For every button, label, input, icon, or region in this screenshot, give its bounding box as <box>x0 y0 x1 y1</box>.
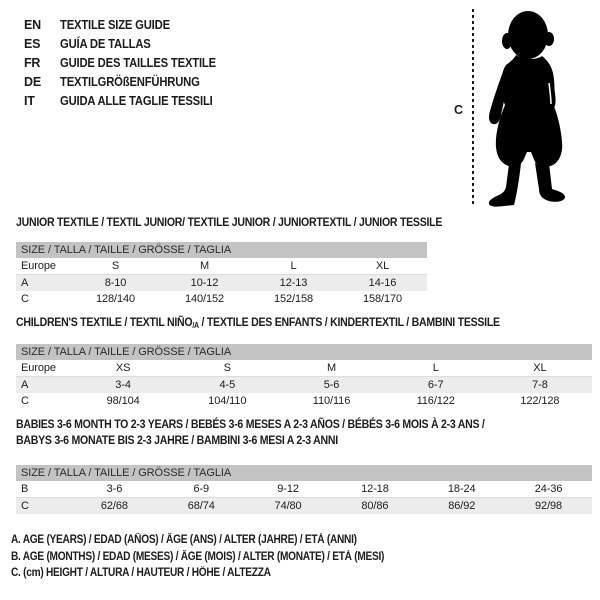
table-cell: 12-18 <box>361 483 389 495</box>
title-text: CHILDREN'S TEXTILE / TEXTIL NIÑO <box>16 315 193 329</box>
table-cell: 6-9 <box>193 483 210 495</box>
table-cell: 12-13 <box>279 277 308 289</box>
lang-row-it <box>24 92 233 111</box>
lang-title: TEXTILGRÖßENFÜHRUNG <box>60 75 200 89</box>
table-cell: 68/74 <box>187 500 215 512</box>
column-header: XL <box>375 260 390 272</box>
size-header-bar: SIZE / TALLA / TAILLE / GRÖSSE / TAGLIA <box>16 344 592 360</box>
table-cell: 6-7 <box>427 379 444 391</box>
row-label: C <box>21 293 29 305</box>
table-row-height <box>16 393 592 409</box>
lang-code: DE <box>24 75 41 89</box>
table-cell: 9-12 <box>277 483 299 495</box>
table-row-age <box>16 275 427 291</box>
table-cell: 3-4 <box>115 379 131 391</box>
row-label: A <box>21 277 29 289</box>
babies-section-title-line1: BABIES 3-6 MONTH TO 2-3 YEARS / BEBÉS 3-6 MESES A 2-3 AÑOS / BÉBÉS 3-6 MOIS À 2-3 ANS / <box>16 417 485 431</box>
column-header: S <box>223 362 231 374</box>
table-cell: 104/110 <box>208 395 247 407</box>
table-cell: 158/170 <box>362 293 403 305</box>
note-height-cm: C. (cm) HEIGHT / ALTURA / HAUTEUR / HÖHE / ALTEZZA <box>11 567 271 579</box>
note-age-months: B. AGE (MONTHS) / EDAD (MESES) / ÂGE (MOIS) / ALTER (MONATE) / ETÀ (MESI) <box>11 550 385 563</box>
table-cell: 10-12 <box>190 277 219 289</box>
junior-table <box>16 242 427 307</box>
table-cell: 92/98 <box>535 500 563 512</box>
table-cell: 86/92 <box>448 500 476 512</box>
table-cell: 122/128 <box>520 395 560 407</box>
table-cell: 80/86 <box>361 500 389 512</box>
note-age-years: A. AGE (YEARS) / EDAD (AÑOS) / ÂGE (ANS) / ALTER (JAHRE) / ETÀ (ANNI) <box>11 534 357 546</box>
table-cell: 24-36 <box>534 483 563 495</box>
size-header-bar: SIZE / TALLA / TAILLE / GRÖSSE / TAGLIA <box>16 242 427 258</box>
region-label: Europe <box>21 362 56 374</box>
table-cell: 8-10 <box>104 277 127 289</box>
column-header: L <box>290 260 297 272</box>
table-cell: 110/116 <box>312 395 351 407</box>
region-label: Europe <box>21 260 56 272</box>
row-label: C <box>21 395 29 407</box>
children-section-title <box>16 315 500 329</box>
table-column-header-row <box>16 360 592 377</box>
table-cell: 74/80 <box>274 500 302 512</box>
lang-code: ES <box>24 37 41 51</box>
language-list <box>24 16 233 111</box>
table-cell: 98/104 <box>106 395 140 407</box>
babies-table <box>16 465 592 514</box>
row-label: C <box>21 500 29 512</box>
table-row-age-months <box>16 481 592 498</box>
table-cell: 18-24 <box>447 483 476 495</box>
lang-row-de <box>24 73 233 92</box>
height-measure-label: C <box>454 103 464 117</box>
lang-title: GUIDE DES TAILLES TEXTILE <box>60 56 216 70</box>
lang-row-fr <box>24 54 233 73</box>
table-cell: 7-8 <box>532 379 548 391</box>
table-cell: 3-6 <box>106 483 123 495</box>
height-measure-dashed-line <box>472 9 474 205</box>
lang-code: FR <box>24 56 41 70</box>
table-cell: 128/140 <box>95 293 136 305</box>
table-column-header-row <box>16 258 427 275</box>
table-cell: 5-6 <box>323 379 340 391</box>
size-header-bar: SIZE / TALLA / TAILLE / GRÖSSE / TAGLIA <box>16 465 592 481</box>
column-header: L <box>432 362 439 374</box>
column-header: XS <box>115 362 131 374</box>
lang-row-en <box>24 16 233 35</box>
row-label: A <box>21 379 29 391</box>
table-cell: 152/158 <box>273 293 314 305</box>
lang-title: GUÍA DE TALLAS <box>60 37 151 51</box>
lang-title: TEXTILE SIZE GUIDE <box>60 18 170 32</box>
column-header: S <box>111 260 120 272</box>
lang-code: IT <box>24 94 35 108</box>
table-cell: 14-16 <box>368 277 397 289</box>
column-header: M <box>199 260 210 272</box>
column-header: M <box>326 362 337 374</box>
table-row-height <box>16 291 427 307</box>
table-row-height <box>16 498 592 514</box>
table-row-age <box>16 377 592 393</box>
lang-row-es <box>24 35 233 54</box>
row-label: B <box>21 483 29 495</box>
column-header: XL <box>533 362 547 374</box>
table-cell: 4-5 <box>219 379 236 391</box>
babies-section-title-line2: BABYS 3-6 MONATE BIS 2-3 JAHRE / BAMBINI 3-6 MESI A 2-3 ANNI <box>16 433 338 447</box>
table-cell: 116/122 <box>416 395 455 407</box>
junior-section-title: JUNIOR TEXTILE / TEXTIL JUNIOR/ TEXTILE JUNIOR / JUNIORTEXTIL / JUNIOR TESSILE <box>16 215 443 229</box>
lang-code: EN <box>24 18 41 32</box>
title-text: / TEXTILE DES ENFANTS / KINDERTEXTIL / BAMBINI TESSILE <box>198 315 500 329</box>
title-subscript: /A <box>192 321 199 330</box>
lang-title: GUIDA ALLE TAGLIE TESSILI <box>60 94 213 108</box>
baby-silhouette-icon <box>480 5 590 215</box>
legend-notes <box>11 532 435 582</box>
children-table <box>16 344 592 409</box>
table-cell: 62/68 <box>100 500 128 512</box>
table-cell: 140/152 <box>184 293 225 305</box>
